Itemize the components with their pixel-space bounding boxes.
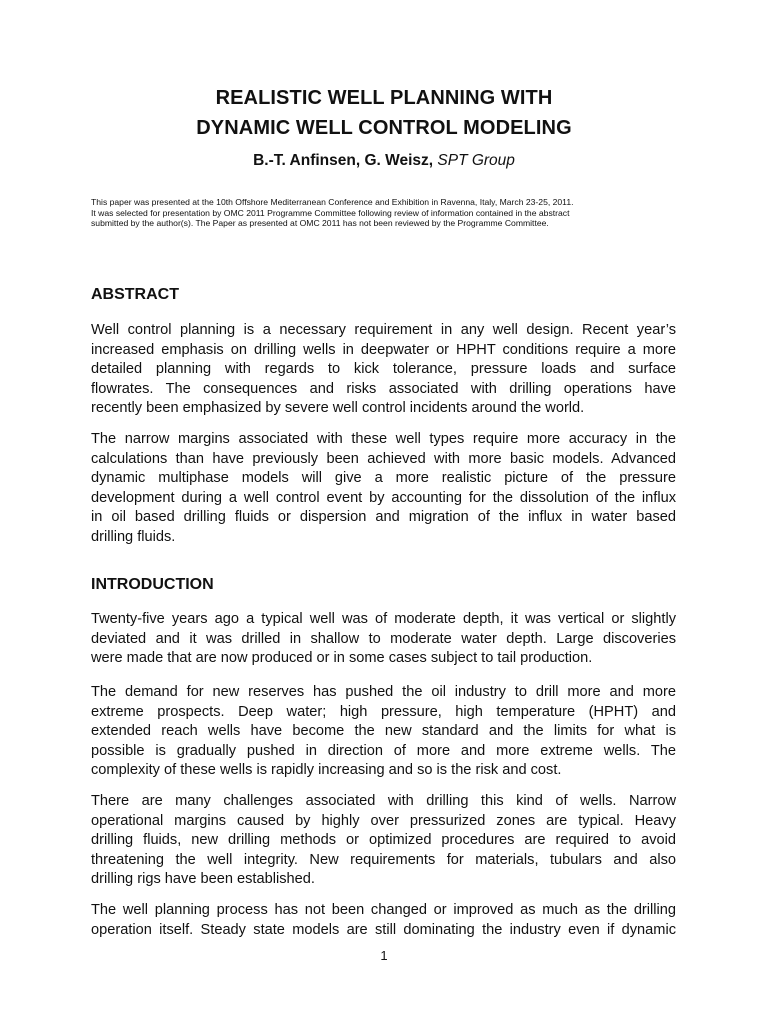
- text-line: deviated and it was drilled in shallow to moderate water depth. Large discoveries: [91, 630, 676, 647]
- abstract-paragraph-2: [91, 430, 676, 548]
- introduction-paragraph-4: [91, 901, 676, 940]
- text-line: possible is gradually pushed in direction of more and more extreme wells. The: [91, 742, 676, 759]
- paper-title-line-2: DYNAMIC WELL CONTROL MODELING: [196, 117, 572, 139]
- text-line: There are many challenges associated with drilling this kind of wells. Narrow: [91, 793, 676, 809]
- text-line: threatening the well integrity. New requirements for materials, tubulars and also: [91, 851, 676, 868]
- introduction-paragraph-1: [91, 610, 676, 669]
- text-line: flowrates. The consequences and risks associated with drilling operations have: [91, 380, 676, 397]
- presentation-note-line: This paper was presented at the 10th Offshore Mediterranean Conference and Exhibition in Ravenna, Italy, March 23-25, 2011.: [91, 197, 574, 207]
- text-line: were made that are now produced or in some cases subject to tail production.: [91, 650, 593, 667]
- abstract-paragraph-1: [91, 321, 676, 419]
- presentation-note-line: It was selected for presentation by OMC 2011 Programme Committee following review of information contained in the abstract: [91, 207, 570, 218]
- page-number: 1: [380, 948, 388, 963]
- text-line: Twenty-five years ago a typical well was of moderate depth, it was vertical or slightly: [91, 611, 676, 627]
- introduction-paragraph-3: [91, 792, 676, 890]
- text-line: complexity of these wells is rapidly increasing and so is the risk and cost.: [91, 762, 562, 779]
- text-line: development during a well control event by accounting for the dissolution of the influx: [91, 489, 676, 506]
- presentation-note: [91, 197, 677, 229]
- text-line: detailed planning with regards to kick tolerance, pressure loads and surface: [91, 361, 676, 378]
- paper-title-line-1: REALISTIC WELL PLANNING WITH: [215, 87, 553, 109]
- text-line: The demand for new reserves has pushed the oil industry to drill more and more: [91, 684, 676, 700]
- text-line: extended reach wells have become the new standard and the limits for what is: [91, 723, 676, 740]
- text-line: Well control planning is a necessary requirement in any well design. Recent year’s: [91, 322, 676, 338]
- presentation-note-line: submitted by the author(s). The Paper as presented at OMC 2011 has not been reviewed by the Programme Committee.: [91, 218, 549, 229]
- text-line: calculations than have previously been achieved with more basic models. Advanced: [91, 450, 676, 467]
- text-line: drilling rigs have been established.: [91, 871, 315, 888]
- abstract-heading: ABSTRACT: [91, 286, 179, 303]
- introduction-paragraph-2: [91, 683, 676, 781]
- author-line: [0, 152, 768, 170]
- author-affiliation: SPT Group: [437, 152, 515, 169]
- text-line: recently been emphasized by severe well control incidents around the world.: [91, 400, 585, 417]
- text-line: drilling fluids.: [91, 528, 176, 545]
- introduction-heading: INTRODUCTION: [91, 576, 214, 593]
- author-names: B.-T. Anfinsen, G. Weisz,: [253, 152, 434, 169]
- text-line: operation itself. Steady state models are still dominating the industry even if dynamic: [91, 921, 676, 938]
- text-line: dynamic multiphase models will give a more realistic picture of the pressure: [91, 470, 676, 487]
- text-line: in oil based drilling fluids or dispersion and migration of the influx in water based: [91, 509, 676, 526]
- text-line: The narrow margins associated with these well types require more accuracy in the: [91, 431, 676, 447]
- text-line: increased emphasis on drilling wells in deepwater or HPHT conditions require a more: [91, 341, 676, 358]
- text-line: extreme prospects. Deep water; high pressure, high temperature (HPHT) and: [91, 703, 676, 720]
- text-line: drilling fluids, new drilling methods or optimized procedures are required to avoid: [91, 832, 676, 849]
- text-line: The well planning process has not been changed or improved as much as the drilling: [91, 902, 676, 918]
- text-line: operational margins caused by highly over pressurized zones are typical. Heavy: [91, 812, 676, 829]
